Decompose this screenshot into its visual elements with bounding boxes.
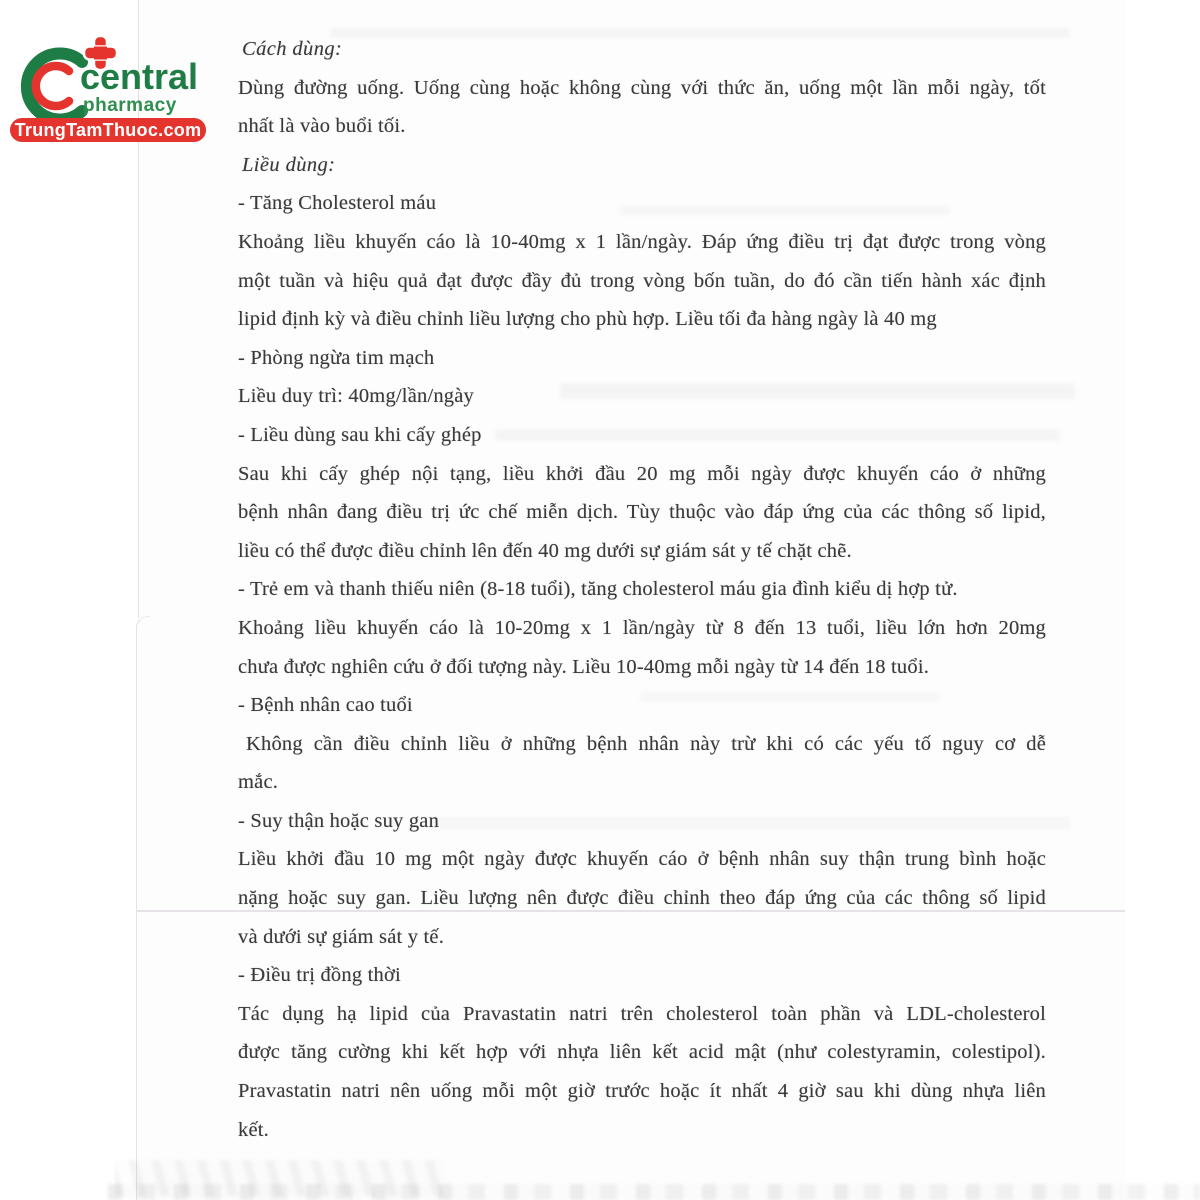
doc-line: Liều khởi đầu 10 mg một ngày được khuyến cáo ở bệnh nhân suy thận trung bình hoặc bbox=[238, 848, 1046, 871]
section-heading-lieu-dung: Liều dùng: bbox=[242, 153, 336, 176]
doc-line: bệnh nhân đang điều trị ức chế miễn dịch. Tùy thuộc vào đáp ứng của các thông số lipid, bbox=[238, 501, 1046, 524]
doc-line: Sau khi cấy ghép nội tạng, liều khởi đầu 20 mg mỗi ngày được khuyến cáo ở những bbox=[238, 462, 1046, 485]
doc-line: được tăng cường khi kết hợp với nhựa liên kết acid mật (như colestyramin, colestipol). bbox=[238, 1041, 1046, 1064]
doc-line: chưa được nghiên cứu ở đối tượng này. Liều 10-40mg mỗi ngày từ 14 đến 18 tuổi. bbox=[238, 655, 930, 678]
doc-line: Khoảng liều khuyến cáo là 10-40mg x 1 lần/ngày. Đáp ứng điều trị đạt được trong vòng bbox=[238, 230, 1046, 253]
logo-graphic bbox=[8, 32, 212, 144]
doc-line: - Tăng Cholesterol máu bbox=[238, 192, 437, 215]
doc-line: Liều duy trì: 40mg/lần/ngày bbox=[238, 385, 474, 408]
doc-line: Tác dụng hạ lipid của Pravastatin natri trên cholesterol toàn phần và LDL-cholesterol bbox=[238, 1002, 1046, 1025]
doc-line: nặng hoặc suy gan. Liều lượng nên được điều chỉnh theo đáp ứng của các thông số lipid bbox=[238, 887, 1046, 910]
doc-line: nhất là vào buổi tối. bbox=[238, 115, 406, 138]
doc-line: và dưới sự giám sát y tế. bbox=[238, 925, 445, 948]
doc-line: - Điều trị đồng thời bbox=[238, 964, 401, 987]
doc-line: Không cần điều chỉnh liều ở những bệnh nhân này trừ khi có các yếu tố nguy cơ dễ bbox=[246, 732, 1046, 755]
section-heading-cach-dung: Cách dùng: bbox=[242, 38, 343, 60]
logo-subtitle-text: pharmacy bbox=[83, 95, 177, 116]
doc-line: liều có thể được điều chỉnh lên đến 40 mg dưới sự giám sát y tế chặt chẽ. bbox=[238, 539, 852, 562]
central-pharmacy-logo bbox=[8, 32, 212, 144]
doc-line: - Bệnh nhân cao tuổi bbox=[238, 694, 413, 717]
underlying-page-edge-line bbox=[136, 628, 137, 1200]
doc-line: Khoảng liều khuyến cáo là 10-20mg x 1 lần/ngày từ 8 đến 13 tuổi, liều lớn hơn 20mg bbox=[238, 616, 1046, 639]
document-body bbox=[238, 30, 1046, 1149]
doc-line: một tuần và hiệu quả đạt được đầy đủ trong vòng bốn tuần, do đó cần tiến hành xác định bbox=[238, 269, 1046, 292]
scan-noise-band bbox=[115, 1160, 445, 1196]
doc-line: kết. bbox=[238, 1118, 269, 1141]
doc-line: lipid định kỳ và điều chỉnh liều lượng cho phù hợp. Liều tối đa hàng ngày là 40 mg bbox=[238, 308, 937, 331]
doc-line: - Trẻ em và thanh thiếu niên (8-18 tuổi), tăng cholesterol máu gia đình kiểu dị hợp tử. bbox=[238, 578, 958, 601]
doc-line: mắc. bbox=[238, 771, 279, 794]
doc-line: - Phòng ngừa tim mạch bbox=[238, 346, 435, 369]
doc-line: - Liều dùng sau khi cấy ghép bbox=[238, 423, 482, 446]
logo-site-text: TrungTamThuoc.com bbox=[14, 120, 202, 140]
doc-line: - Suy thận hoặc suy gan bbox=[238, 809, 440, 832]
doc-line: Dùng đường uống. Uống cùng hoặc không cùng với thức ăn, uống một lần mỗi ngày, tốt bbox=[238, 76, 1046, 99]
doc-line: Pravastatin natri nên uống mỗi một giờ trước hoặc ít nhất 4 giờ sau khi dùng nhựa liên bbox=[238, 1080, 1046, 1103]
logo-brand-text: central bbox=[80, 56, 199, 97]
